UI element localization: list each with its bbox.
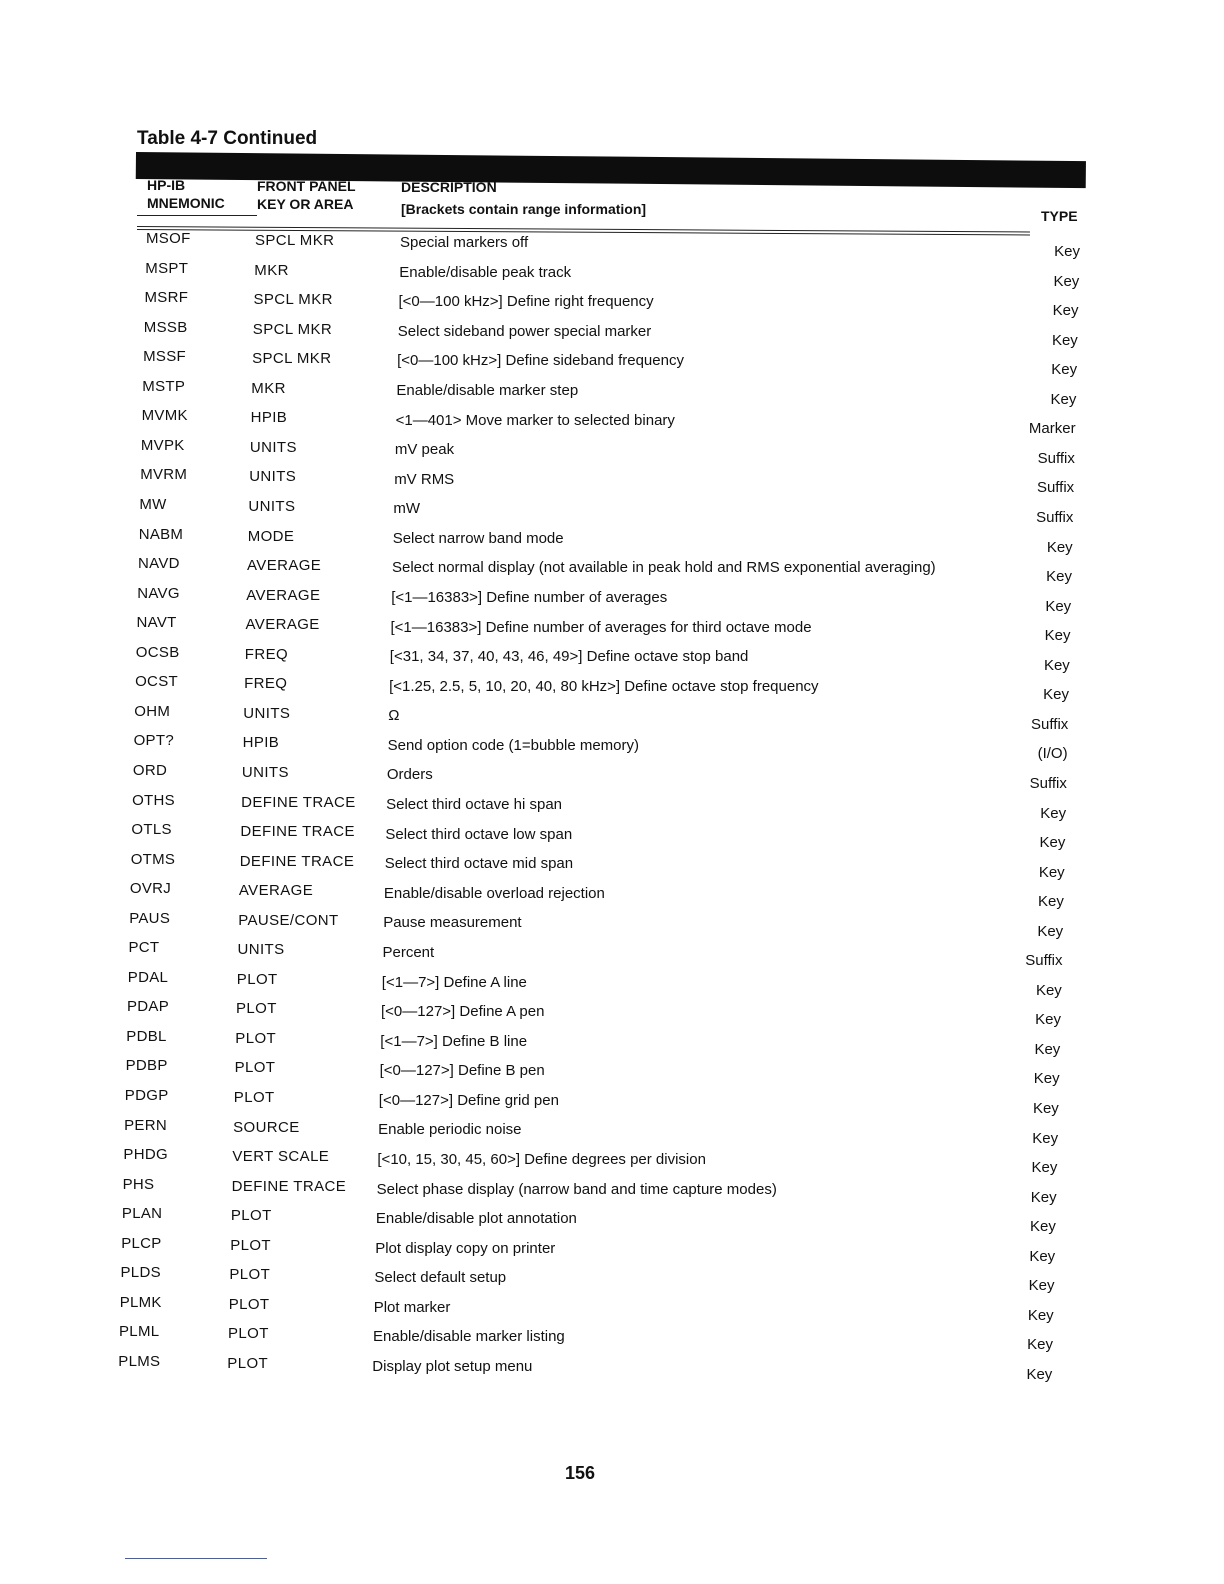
description-cell: Select third octave hi span [386,796,563,813]
type-cell: Key [1031,1159,1058,1177]
type-cell: Key [1038,893,1064,911]
front-panel-cell: UNITS [249,438,297,456]
front-panel-cell: AVERAGE [246,586,321,604]
mnemonic-cell: PDBL [126,1027,167,1045]
description-cell: Pause measurement [383,914,522,932]
front-panel-cell: SPCL MKR [253,291,333,309]
type-cell: Key [1054,243,1080,260]
mnemonic-cell: OTHS [132,791,175,809]
mnemonic-cell: MVRM [140,466,188,484]
description-cell: [<0—127>] Define grid pen [378,1091,559,1109]
mnemonic-cell: PERN [124,1116,167,1134]
mnemonic-cell: MSOF [146,230,191,247]
front-panel-cell: PLOT [228,1325,269,1343]
type-cell: Key [1046,538,1073,556]
description-cell: mW [393,500,421,518]
front-panel-cell: PLOT [228,1295,270,1313]
type-cell: Marker [1028,420,1076,438]
type-cell: Suffix [1036,508,1074,526]
description-cell: Enable/disable plot annotation [375,1210,577,1228]
description-cell: Select normal display (not available in peak hold and RMS exponential averaging) [392,559,936,577]
header-mnemonic-line1: HP-IB [147,177,186,193]
type-cell: Key [1033,1070,1060,1088]
mnemonic-cell: PLMS [118,1352,161,1370]
mnemonic-cell: MSRF [144,289,189,307]
mnemonic-cell: MVPK [140,436,185,454]
description-cell: Percent [382,943,435,961]
front-panel-cell: MODE [247,527,295,545]
front-panel-cell: MKR [251,379,286,397]
description-cell: [<1—16383>] Define number of averages [391,588,668,606]
front-panel-cell: UNITS [241,763,289,781]
front-panel-cell: SPCL MKR [255,232,335,249]
description-cell: Orders [386,766,433,784]
type-cell: Key [1027,1336,1053,1354]
front-panel-cell: UNITS [243,704,291,722]
front-panel-cell: PLOT [230,1236,271,1254]
mnemonic-cell: OVRJ [129,880,172,898]
description-cell: Special markers off [400,234,529,251]
mnemonic-cell: PLAN [121,1205,163,1223]
type-cell: Key [1032,1129,1059,1147]
front-panel-cell: AVERAGE [245,616,320,634]
description-cell: [<1.25, 2.5, 5, 10, 20, 40, 80 kHz>] Define octave stop frequency [389,677,819,695]
mnemonic-cell: MW [139,495,167,513]
description-cell: [<1—7>] Define A line [381,973,527,991]
front-panel-cell: PLOT [230,1207,272,1225]
type-cell: Key [1039,834,1066,851]
front-panel-cell: SOURCE [233,1118,300,1136]
description-cell: Enable/disable overload rejection [383,884,605,902]
mnemonic-cell: OCSB [135,643,180,661]
type-cell: Key [1043,656,1070,674]
mnemonic-cell: OPT? [133,732,174,750]
type-cell: Key [1030,1188,1057,1206]
mnemonic-cell: PDAP [127,998,170,1016]
type-cell: Key [1045,597,1072,615]
mnemonic-cell: PAUS [129,909,171,927]
front-panel-cell: PLOT [236,970,278,988]
front-panel-cell: DEFINE TRACE [231,1177,347,1195]
type-cell: Key [1028,1277,1055,1295]
description-cell: Enable/disable marker step [396,381,579,399]
front-panel-cell: MKR [254,261,289,279]
description-cell: Enable periodic noise [378,1121,522,1139]
footer-rule [125,1558,267,1559]
front-panel-cell: PLOT [227,1354,269,1372]
mnemonic-cell: OHM [134,702,171,720]
description-cell: [<0—127>] Define B pen [379,1062,545,1080]
front-panel-cell: DEFINE TRACE [239,852,355,870]
mnemonic-cell: OTMS [130,850,176,868]
type-cell: Suffix [1025,952,1063,970]
description-cell: [<0—100 kHz>] Define right frequency [398,293,654,311]
type-cell: Key [1029,1247,1056,1265]
mnemonic-cell: PHDG [123,1146,168,1164]
description-cell: Select sideband power special marker [397,322,652,340]
type-cell: Key [1052,302,1079,320]
type-cell: Key [1043,686,1069,704]
front-panel-cell: AVERAGE [247,557,322,574]
page-number: 156 [564,1463,596,1483]
front-panel-cell: VERT SCALE [232,1148,330,1166]
front-panel-cell: SPCL MKR [252,320,333,338]
type-cell: Key [1046,568,1072,585]
table-title: Table 4-7 Continued [137,128,318,149]
description-cell: Enable/disable peak track [399,263,572,281]
description-cell: Ω [388,707,400,725]
description-cell: Select third octave mid span [384,855,574,873]
type-cell: Suffix [1031,715,1069,733]
description-cell: [<31, 34, 37, 40, 43, 46, 49>] Define octave stop band [389,648,749,666]
type-cell: Key [1051,331,1078,349]
mnemonic-cell: PDGP [124,1087,169,1104]
header-mnemonic-line2: MNEMONIC [147,195,225,211]
description-cell: [<0—127>] Define A pen [381,1003,545,1020]
type-cell: Suffix [1036,479,1075,497]
front-panel-cell: UNITS [248,497,296,515]
description-cell: Select default setup [374,1269,507,1287]
front-panel-cell: FREQ [244,645,289,663]
type-cell: Key [1026,1365,1053,1383]
mnemonic-cell: NABM [138,525,184,543]
front-panel-cell: PLOT [233,1089,275,1106]
mnemonic-cell: OCST [135,673,178,691]
type-cell: Key [1051,361,1078,379]
type-cell: Key [1037,922,1064,940]
front-panel-cell: PLOT [236,1000,277,1018]
header-description-line1: DESCRIPTION [401,179,497,195]
mnemonic-cell: MVMK [141,407,188,425]
front-panel-cell: SPCL MKR [252,350,332,368]
mnemonic-cell: NAVG [137,584,180,602]
description-cell: mV peak [394,441,455,458]
description-cell: <1—401> Move marker to selected binary [395,411,675,429]
front-panel-cell: UNITS [237,941,285,959]
type-cell: Key [1027,1306,1054,1324]
header-description-line2: [Brackets contain range information] [401,201,647,217]
mnemonic-cell: MSSF [143,348,186,366]
description-cell: [<0—100 kHz>] Define sideband frequency [397,352,684,370]
description-cell: Plot display copy on printer [375,1239,556,1257]
mnemonic-cell: MSSB [143,318,188,336]
mnemonic-cell: ORD [132,761,168,779]
type-cell: Key [1035,1011,1061,1029]
type-cell: Suffix [1029,774,1067,792]
front-panel-cell: HPIB [242,734,280,752]
type-cell: (I/O) [1037,745,1068,763]
mnemonic-cell: PLML [119,1323,160,1341]
front-panel-cell: PLOT [234,1059,276,1077]
type-cell: Key [1044,627,1071,645]
front-panel-cell: UNITS [249,468,297,486]
description-cell: [<1—7>] Define B line [380,1032,528,1050]
mnemonic-cell: PDAL [127,968,169,986]
description-cell: Select narrow band mode [392,529,564,547]
header-type: TYPE [1041,208,1078,224]
type-cell: Key [1038,863,1065,881]
type-cell: Key [1034,1040,1061,1058]
mnemonic-cell: PHS [122,1175,155,1193]
type-cell: Key [1035,981,1062,999]
front-panel-cell: PLOT [229,1266,271,1284]
mnemonic-cell: PDBP [125,1057,168,1075]
type-cell: Key [1053,272,1080,290]
mnemonic-cell: PLMK [119,1293,162,1311]
description-cell: Send option code (1=bubble memory) [387,736,639,754]
header-front-panel-line1: FRONT PANEL [257,178,356,194]
type-cell: Key [1040,804,1067,822]
description-cell: Select phase display (narrow band and time capture modes) [376,1180,777,1198]
header-front-panel-line2: KEY OR AREA [257,196,354,212]
mnemonic-cell: NAVT [136,614,177,632]
front-panel-cell: FREQ [244,675,288,693]
mnemonic-cell: OTLS [131,821,172,838]
description-cell: [<1—16383>] Define number of averages for third octave mode [390,618,812,636]
front-panel-cell: DEFINE TRACE [240,823,355,840]
front-panel-cell: HPIB [250,409,288,427]
description-cell: Enable/disable marker listing [373,1328,565,1346]
front-panel-cell: PAUSE/CONT [238,911,339,929]
type-cell: Key [1032,1100,1059,1117]
mnemonic-cell: NAVD [138,555,180,572]
header-underline-mnemonic [137,215,257,216]
mnemonic-cell: MSTP [142,377,186,395]
description-cell: [<10, 15, 30, 45, 60>] Define degrees per division [377,1150,706,1168]
type-cell: Suffix [1037,449,1075,467]
front-panel-cell: DEFINE TRACE [241,793,356,811]
front-panel-cell: PLOT [235,1029,277,1047]
description-cell: mV RMS [394,470,455,488]
type-cell: Key [1030,1218,1056,1236]
type-cell: Key [1050,390,1077,408]
description-cell: Display plot setup menu [372,1358,533,1375]
mnemonic-cell: PCT [128,939,160,957]
mnemonic-cell: MSPT [145,259,189,277]
description-cell: Select third octave low span [385,825,573,843]
mnemonic-cell: PLDS [120,1264,161,1282]
front-panel-cell: AVERAGE [238,882,314,900]
description-cell: Plot marker [373,1298,451,1316]
mnemonic-cell: PLCP [121,1234,162,1252]
